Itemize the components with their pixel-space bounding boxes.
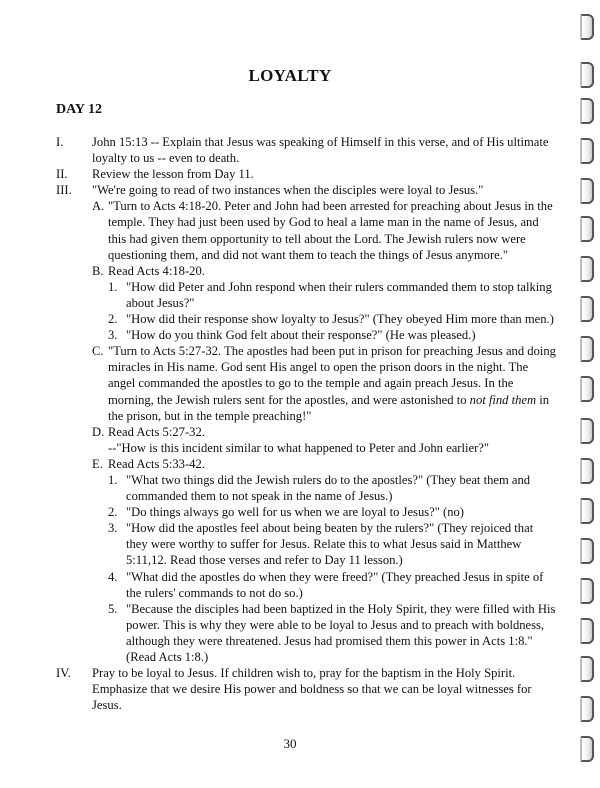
question-text: "Because the disciples had been baptized in the Holy Spirit, they were filled with His power. This is why they were able to be loyal to Jesus and to preach with boldness, although they were threatened. Jesus had promised them this power in Acts 1:8." (Read Acts 1:8.) [126,601,556,664]
sub-item-text-part: "Turn to Acts 5:27-32. The apostles had been put in prison for preaching Jesus and doing miracles in His name. God sent His angel to open the prison doors in the night. The angel commanded the apostles to go to the temple and again preach Jesus. In the morning, the Jewish rulers sent for the apostles, and were astonished to [108,344,556,407]
question-item [108,520,556,568]
question-number: 3. [108,521,118,536]
item-text: John 15:13 -- Explain that Jesus was speaking of Himself in this verse, and of His ultimate loyalty to us -- even to death. [92,135,549,166]
sub-item [92,424,556,440]
binding-coil [580,296,594,322]
sub-item [92,198,556,262]
outline-item [56,182,556,198]
question-number: 1. [108,279,118,294]
question-text: "How did their response show loyalty to Jesus?" (They obeyed Him more than men.) [126,312,554,327]
spiral-binding [574,0,600,788]
sub-item-text: Read Acts 5:27-32. [108,424,205,439]
binding-coil [580,538,594,564]
day-heading: DAY 12 [56,102,103,117]
item-number: IV. [56,666,71,681]
sub-item-text: "Turn to Acts 4:18-20. Peter and John had been arrested for preaching about Jesus in the temple. They had just been used by God to heal a lame man in the name of Jesus, and this had given them opportunity to tell about the Lord. The Jewish rulers now were questioning them, and did not want them to teach the things of Jesus anymore." [108,199,553,262]
binding-coil [580,618,594,644]
item-number: II. [56,167,68,182]
binding-coil [580,62,594,88]
page-title: LOYALTY [248,66,332,85]
binding-coil [580,138,594,164]
question-text: "Do things always go well for us when we are loyal to Jesus?" (no) [126,505,464,520]
item-text: Review the lesson from Day 11. [92,167,254,182]
binding-coil [580,336,594,362]
binding-coil [580,736,594,762]
binding-coil [580,216,594,242]
outline-item [56,665,556,713]
binding-coil [580,656,594,682]
outline-item [56,166,556,182]
question-number: 1. [108,472,118,487]
binding-coil [580,696,594,722]
question-item [108,601,556,665]
question-text: "How did Peter and John respond when their rulers commanded them to stop talking about Jesus?" [126,279,552,310]
question-number: 2. [108,312,118,327]
binding-coil [580,376,594,402]
binding-coil [580,498,594,524]
item-text: "We're going to read of two instances when the disciples were loyal to Jesus." [92,183,484,198]
binding-coil [580,256,594,282]
sub-item [92,263,556,279]
sub-item [92,456,556,472]
question-item [108,504,556,520]
binding-coil [580,418,594,444]
question-item [108,279,556,311]
question-number: 3. [108,328,118,343]
sub-item-text-part: in the prison, but in the temple preaching!" [108,392,550,423]
binding-coil [580,98,594,124]
binding-coil [580,578,594,604]
sub-item-text: Read Acts 4:18-20. [108,263,205,278]
sub-item-text: Read Acts 5:33-42. [108,456,205,471]
page-number: 30 [283,736,297,751]
question-note: --"How is this incident similar to what happened to Peter and John earlier?" [108,440,489,455]
question-number: 2. [108,505,118,520]
sub-item-text [108,343,556,423]
question-text: "What did the apostles do when they were freed?" (They preached Jesus in spite of the rulers' commands to not do so.) [126,569,544,600]
question-text: "What two things did the Jewish rulers do to the apostles?" (They beat them and commanded them to not speak in the name of Jesus.) [126,472,531,504]
question-item [108,327,556,343]
binding-coil [580,14,594,40]
sub-item-letter: E. [92,456,103,471]
outline-item [56,134,556,166]
binding-coil [580,458,594,484]
sub-item [92,343,556,423]
question-item [108,472,556,504]
question-item [108,311,556,327]
question-text: "How do you think God felt about their response?" (He was pleased.) [126,328,476,343]
question-number: 5. [108,601,118,616]
sub-item-letter: C. [92,344,104,359]
item-number: III. [56,183,72,198]
binding-coil [580,178,594,204]
lesson-outline [56,134,556,713]
item-number: I. [56,135,64,149]
emphasized-text: not find them [469,392,537,407]
question-text: "How did the apostles feel about being beaten by the rulers?" (They rejoiced that they were worthy to suffer for Jesus. Relate this to what Jesus said in Matthew 5:11,12. Read those verses and refer to Day 11 lesson.) [126,521,534,568]
sub-item-letter: B. [92,263,104,278]
question-item [108,569,556,601]
question-number: 4. [108,569,118,584]
sub-item-letter: D. [92,424,105,439]
sub-item-letter: A. [92,199,105,214]
item-text: Pray to be loyal to Jesus. If children wish to, pray for the baptism in the Holy Spirit. Emphasize that we desire His power and boldness so that we can be loyal witnesses for Jesus. [92,666,532,713]
